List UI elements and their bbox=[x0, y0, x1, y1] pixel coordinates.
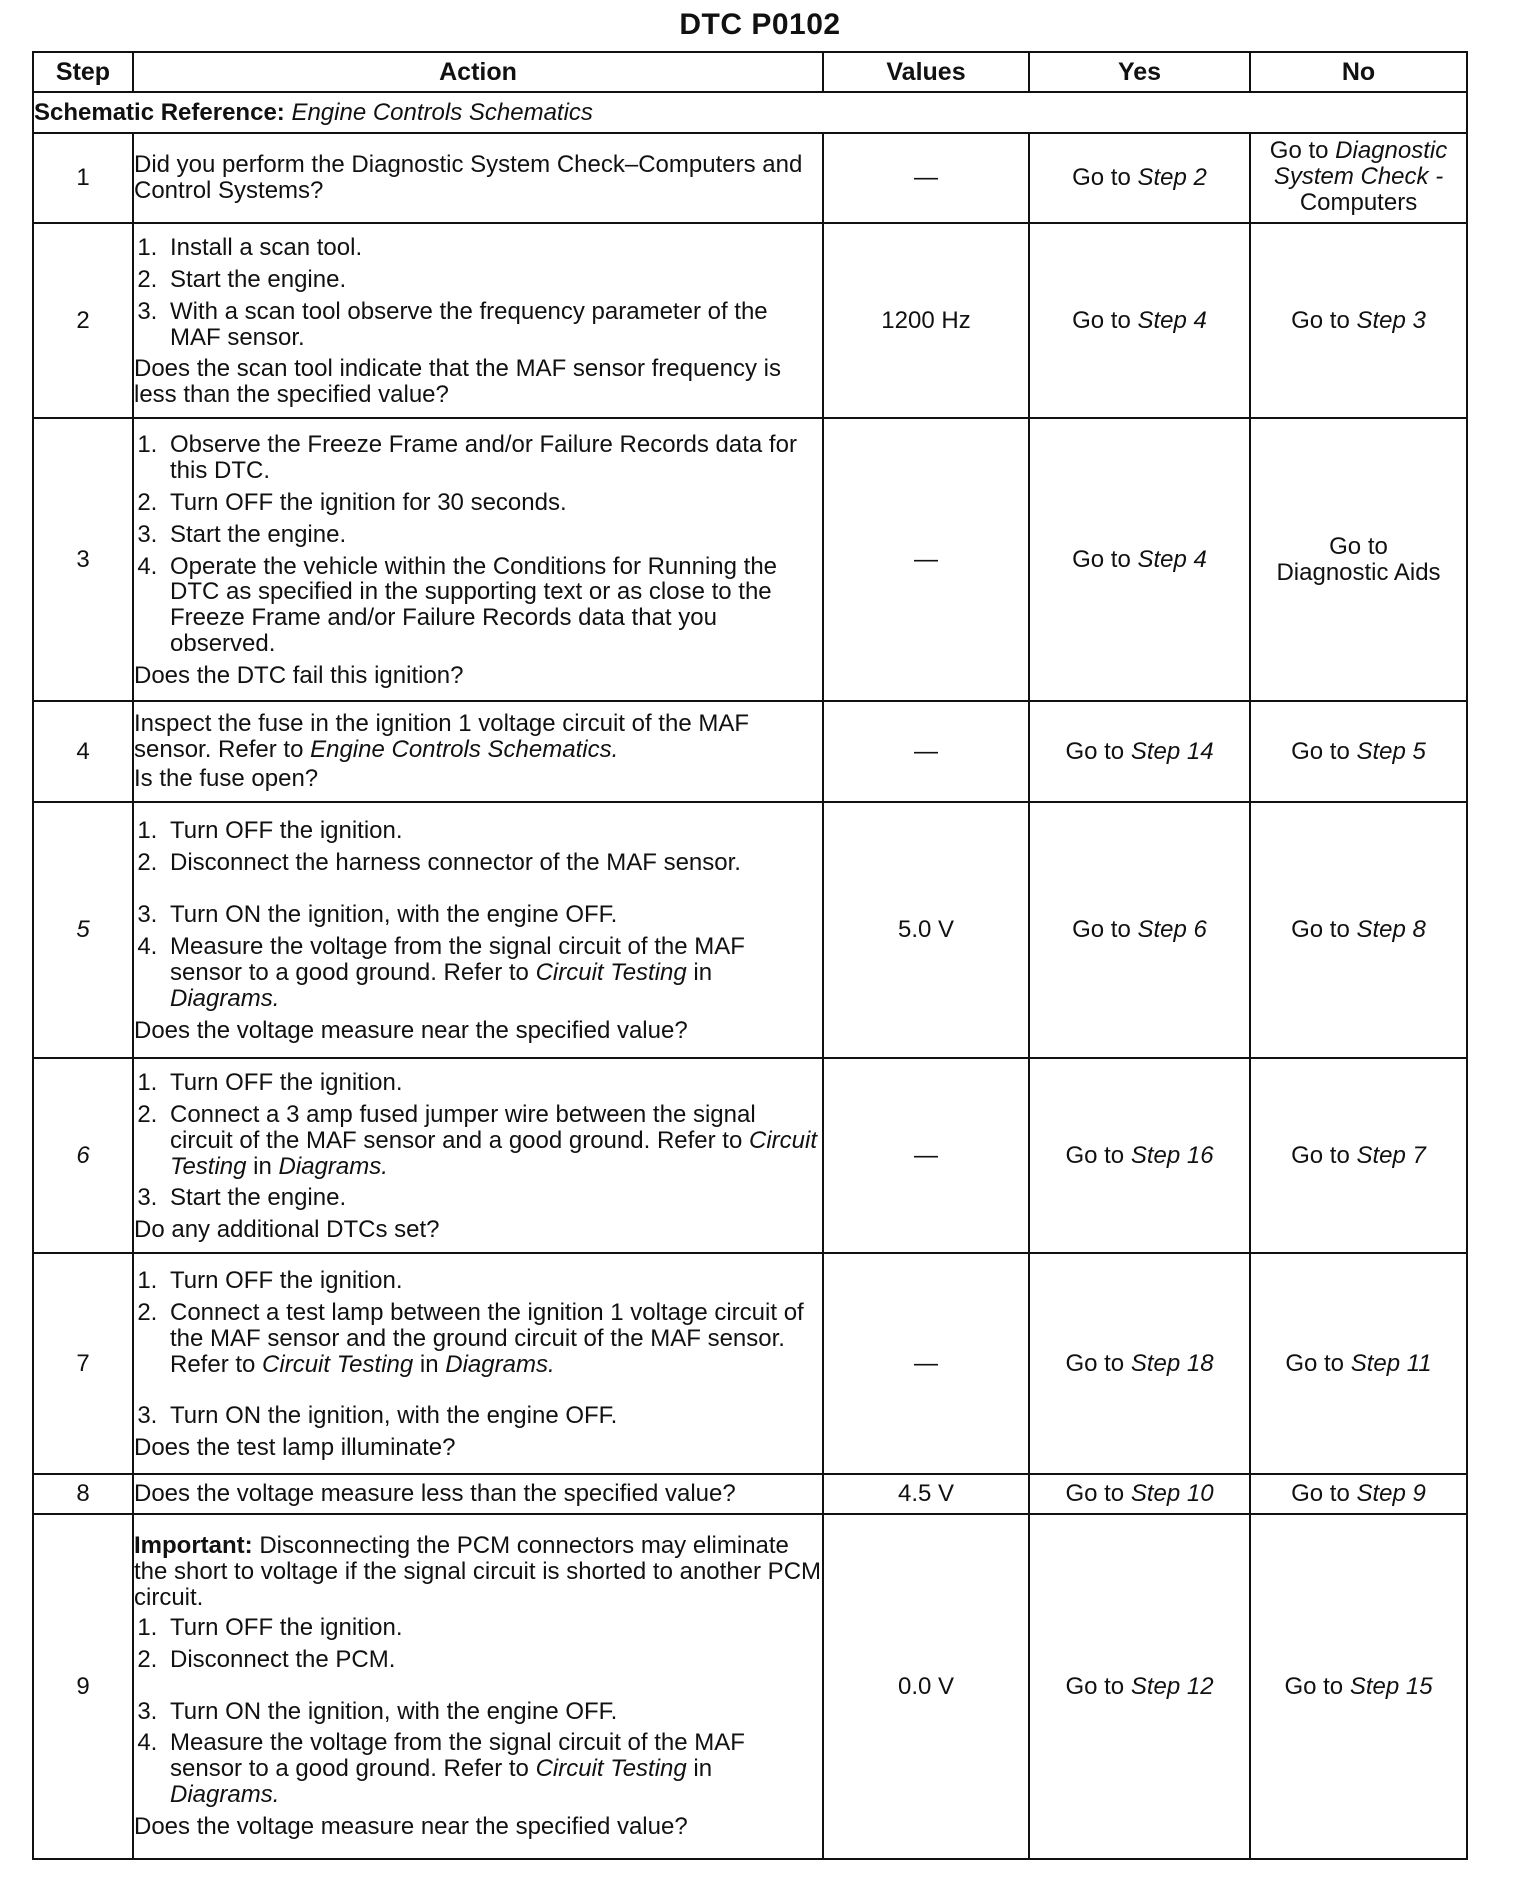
substep-list bbox=[134, 432, 822, 657]
value-cell: 1200 Hz bbox=[823, 223, 1029, 418]
yes-cell bbox=[1029, 1058, 1250, 1253]
value-dash: — bbox=[914, 164, 938, 192]
substep-text: Measure the voltage from the signal circuit of the MAF sensor to a good ground. Refer to bbox=[170, 933, 745, 986]
substep-text: in bbox=[253, 1152, 272, 1180]
substep: 3. Turn ON the ignition, with the engine OFF. bbox=[164, 1699, 822, 1725]
action-cell bbox=[133, 1474, 823, 1514]
substep: 1. Install a scan tool. bbox=[164, 235, 822, 261]
question-text: Does the test lamp illuminate? bbox=[134, 1434, 456, 1462]
substep-list bbox=[134, 235, 822, 351]
goto-prefix: Go to bbox=[1329, 532, 1388, 560]
value-cell: — bbox=[823, 701, 1029, 802]
goto-prefix: Go to bbox=[1065, 737, 1125, 765]
substep: 4. Operate the vehicle within the Conditions for Running the DTC as specified in the supporting text or as close to the Freeze Frame and/or Failure Records data that you observed. bbox=[164, 554, 822, 658]
action-cell bbox=[133, 701, 823, 802]
no-cell bbox=[1250, 1514, 1467, 1859]
value-cell: 4.5 V bbox=[823, 1474, 1029, 1514]
diagrams-link[interactable]: Diagrams. bbox=[445, 1350, 555, 1378]
goto-no-link[interactable]: Step 9 bbox=[1356, 1480, 1426, 1508]
table-row bbox=[33, 223, 1467, 418]
substep: 3. With a scan tool observe the frequency parameter of the MAF sensor. bbox=[164, 299, 822, 351]
no-cell bbox=[1250, 1058, 1467, 1253]
substep-list bbox=[134, 818, 822, 1011]
substep bbox=[164, 1102, 822, 1180]
substep: 1. Turn OFF the ignition. bbox=[164, 1615, 822, 1641]
goto-no-link[interactable]: Step 8 bbox=[1356, 916, 1426, 944]
header-yes: Yes bbox=[1029, 52, 1250, 92]
goto-prefix: Go to bbox=[1269, 137, 1329, 164]
substep: 1. Observe the Freeze Frame and/or Failure Records data for this DTC. bbox=[164, 432, 822, 484]
table-row bbox=[33, 1253, 1467, 1474]
question-text: Does the scan tool indicate that the MAF sensor frequency is less than the specified value? bbox=[134, 355, 782, 409]
table-row bbox=[33, 701, 1467, 802]
no-cell bbox=[1250, 701, 1467, 802]
step-number: 2 bbox=[33, 223, 133, 418]
important-text: Disconnecting the PCM connectors may eliminate the short to voltage if the signal circuit is shorted to another PCM circuit. bbox=[134, 1531, 822, 1611]
goto-prefix: Go to bbox=[1065, 1349, 1125, 1377]
substep-list bbox=[134, 1268, 822, 1430]
substep: 3. Start the engine. bbox=[164, 522, 822, 548]
header-action: Action bbox=[133, 52, 823, 92]
action-cell bbox=[133, 1253, 823, 1474]
diagrams-link[interactable]: Diagrams. bbox=[278, 1152, 388, 1180]
goto-yes-link[interactable]: Step 18 bbox=[1130, 1349, 1214, 1377]
yes-cell bbox=[1029, 133, 1250, 223]
goto-yes-link[interactable]: Step 2 bbox=[1137, 164, 1207, 192]
action-text: Did you perform the Diagnostic System Check–Computers and Control Systems? bbox=[134, 151, 803, 204]
substep: 2. Disconnect the PCM. bbox=[164, 1647, 822, 1673]
substep-list bbox=[134, 1070, 822, 1212]
substep-text: Measure the voltage from the signal circuit of the MAF sensor to a good ground. Refer to bbox=[170, 1729, 745, 1783]
header-no: No bbox=[1250, 52, 1467, 92]
substep: 2. Turn OFF the ignition for 30 seconds. bbox=[164, 490, 822, 516]
no-cell bbox=[1250, 802, 1467, 1058]
step-number: 1 bbox=[33, 133, 133, 223]
yes-cell bbox=[1029, 418, 1250, 701]
substep: 2. Disconnect the harness connector of the MAF sensor. bbox=[164, 850, 822, 876]
goto-no-link[interactable]: Step 11 bbox=[1350, 1349, 1432, 1377]
question-text: Do any additional DTCs set? bbox=[134, 1216, 440, 1244]
goto-prefix: Go to bbox=[1291, 737, 1350, 765]
value-cell: — bbox=[823, 418, 1029, 701]
goto-prefix: Go to bbox=[1072, 916, 1131, 944]
goto-no-suffix: Computers bbox=[1299, 188, 1418, 216]
substep-text: Connect a 3 amp fused jumper wire between the signal circuit of the MAF sensor and a good ground. Refer to bbox=[170, 1100, 756, 1154]
action-text-part: Inspect the fuse in the ignition 1 voltage circuit of the MAF sensor. Refer to bbox=[134, 709, 749, 763]
step-number: 5 bbox=[33, 802, 133, 1058]
step-number: 8 bbox=[33, 1474, 133, 1514]
step-number: 6 bbox=[33, 1058, 133, 1253]
no-cell bbox=[1250, 1253, 1467, 1474]
dtc-table bbox=[32, 51, 1468, 1860]
question-text: Does the voltage measure near the specified value? bbox=[134, 1016, 688, 1044]
value-cell: — bbox=[823, 1058, 1029, 1253]
goto-prefix: Go to bbox=[1285, 1349, 1345, 1377]
action-cell bbox=[133, 223, 823, 418]
no-cell bbox=[1250, 1474, 1467, 1514]
substep: 2. Start the engine. bbox=[164, 267, 822, 293]
question-text: Does the DTC fail this ignition? bbox=[134, 662, 464, 690]
important-note bbox=[134, 1533, 822, 1611]
substep-text: in bbox=[693, 1755, 713, 1783]
goto-prefix: Go to bbox=[1065, 1480, 1125, 1508]
substep bbox=[164, 1730, 822, 1808]
table-row bbox=[33, 1058, 1467, 1253]
goto-prefix: Go to bbox=[1065, 1141, 1125, 1169]
action-text bbox=[134, 711, 822, 763]
header-step: Step bbox=[33, 52, 133, 92]
action-cell bbox=[133, 802, 823, 1058]
step-number: 4 bbox=[33, 701, 133, 802]
goto-no-link[interactable]: Diagnostic Aids bbox=[1276, 558, 1441, 586]
schematic-reference-row bbox=[33, 92, 1467, 133]
step-number: 3 bbox=[33, 418, 133, 701]
yes-cell bbox=[1029, 1514, 1250, 1859]
table-row bbox=[33, 133, 1467, 223]
goto-no-link[interactable]: Step 5 bbox=[1356, 737, 1426, 765]
no-cell bbox=[1250, 223, 1467, 418]
goto-prefix: Go to bbox=[1291, 306, 1350, 334]
goto-yes-link[interactable]: Step 12 bbox=[1130, 1672, 1214, 1700]
substep bbox=[164, 1300, 822, 1378]
yes-cell bbox=[1029, 802, 1250, 1058]
goto-prefix: Go to bbox=[1072, 306, 1131, 334]
no-cell bbox=[1250, 418, 1467, 701]
goto-yes-link[interactable]: Step 4 bbox=[1137, 545, 1207, 573]
question-text: Is the fuse open? bbox=[134, 765, 319, 793]
yes-cell bbox=[1029, 1253, 1250, 1474]
goto-yes-link[interactable]: Step 14 bbox=[1130, 737, 1214, 765]
substep: 1. Turn OFF the ignition. bbox=[164, 1070, 822, 1096]
goto-prefix: Go to bbox=[1291, 916, 1350, 944]
goto-no-link[interactable]: Step 7 bbox=[1356, 1141, 1426, 1169]
header-values: Values bbox=[823, 52, 1029, 92]
diagrams-link[interactable]: Diagrams. bbox=[170, 984, 280, 1012]
goto-yes-link[interactable]: Step 6 bbox=[1137, 916, 1207, 944]
circuit-testing-link[interactable]: Circuit Testing bbox=[262, 1350, 414, 1378]
circuit-testing-link[interactable]: Circuit Testing bbox=[170, 1126, 817, 1180]
value-cell: 5.0 V bbox=[823, 802, 1029, 1058]
substep bbox=[164, 934, 822, 1012]
action-cell bbox=[133, 1514, 823, 1859]
table-row bbox=[33, 1514, 1467, 1859]
goto-no-link[interactable]: Diagnostic System Check - bbox=[1273, 137, 1448, 190]
goto-prefix: Go to bbox=[1072, 164, 1131, 192]
yes-cell bbox=[1029, 701, 1250, 802]
action-cell bbox=[133, 133, 823, 223]
schematic-link[interactable]: Engine Controls Schematics. bbox=[310, 735, 619, 763]
yes-cell bbox=[1029, 1474, 1250, 1514]
header-row bbox=[33, 52, 1467, 92]
substep-text: Connect a test lamp between the ignition 1 voltage circuit of the MAF sensor and the ground circuit of the MAF sensor. Refer to bbox=[170, 1298, 804, 1378]
goto-yes-link[interactable]: Step 16 bbox=[1130, 1141, 1214, 1169]
substep-text: in bbox=[419, 1350, 439, 1378]
circuit-testing-link[interactable]: Circuit Testing bbox=[535, 1755, 687, 1783]
goto-prefix: Go to bbox=[1291, 1480, 1350, 1508]
value-cell: — bbox=[823, 1253, 1029, 1474]
table-row bbox=[33, 418, 1467, 701]
action-cell bbox=[133, 1058, 823, 1253]
question-text: Does the voltage measure near the specified value? bbox=[134, 1813, 688, 1841]
schematic-link[interactable]: Engine Controls Schematics bbox=[291, 98, 593, 126]
table-row bbox=[33, 802, 1467, 1058]
circuit-testing-link[interactable]: Circuit Testing bbox=[535, 958, 687, 986]
question-text: Does the voltage measure less than the specified value? bbox=[134, 1480, 736, 1508]
schematic-label: Schematic Reference: bbox=[34, 98, 285, 126]
schematic-reference bbox=[33, 92, 1467, 133]
goto-no-link[interactable]: Step 15 bbox=[1349, 1672, 1433, 1700]
goto-prefix: Go to bbox=[1284, 1672, 1344, 1700]
yes-cell bbox=[1029, 223, 1250, 418]
important-label: Important: bbox=[134, 1531, 253, 1559]
goto-prefix: Go to bbox=[1065, 1672, 1125, 1700]
no-cell bbox=[1250, 133, 1467, 223]
substep: 3. Turn ON the ignition, with the engine OFF. bbox=[164, 902, 822, 928]
value-cell bbox=[823, 133, 1029, 223]
goto-prefix: Go to bbox=[1291, 1141, 1350, 1169]
goto-no-link[interactable]: Step 3 bbox=[1356, 306, 1426, 334]
step-number: 9 bbox=[33, 1514, 133, 1859]
action-cell bbox=[133, 418, 823, 701]
substep-text: in bbox=[693, 958, 713, 986]
goto-prefix: Go to bbox=[1072, 545, 1131, 573]
substep: 3. Turn ON the ignition, with the engine OFF. bbox=[164, 1403, 822, 1429]
step-number: 7 bbox=[33, 1253, 133, 1474]
table-row bbox=[33, 1474, 1467, 1514]
value-cell: 0.0 V bbox=[823, 1514, 1029, 1859]
substep-list bbox=[134, 1615, 822, 1808]
goto-yes-link[interactable]: Step 4 bbox=[1137, 306, 1207, 334]
substep: 1. Turn OFF the ignition. bbox=[164, 818, 822, 844]
substep: 1. Turn OFF the ignition. bbox=[164, 1268, 822, 1294]
goto-yes-link[interactable]: Step 10 bbox=[1130, 1480, 1214, 1508]
substep: 3. Start the engine. bbox=[164, 1185, 822, 1211]
diagrams-link[interactable]: Diagrams. bbox=[170, 1781, 280, 1809]
page-title: DTC P0102 bbox=[679, 8, 841, 41]
